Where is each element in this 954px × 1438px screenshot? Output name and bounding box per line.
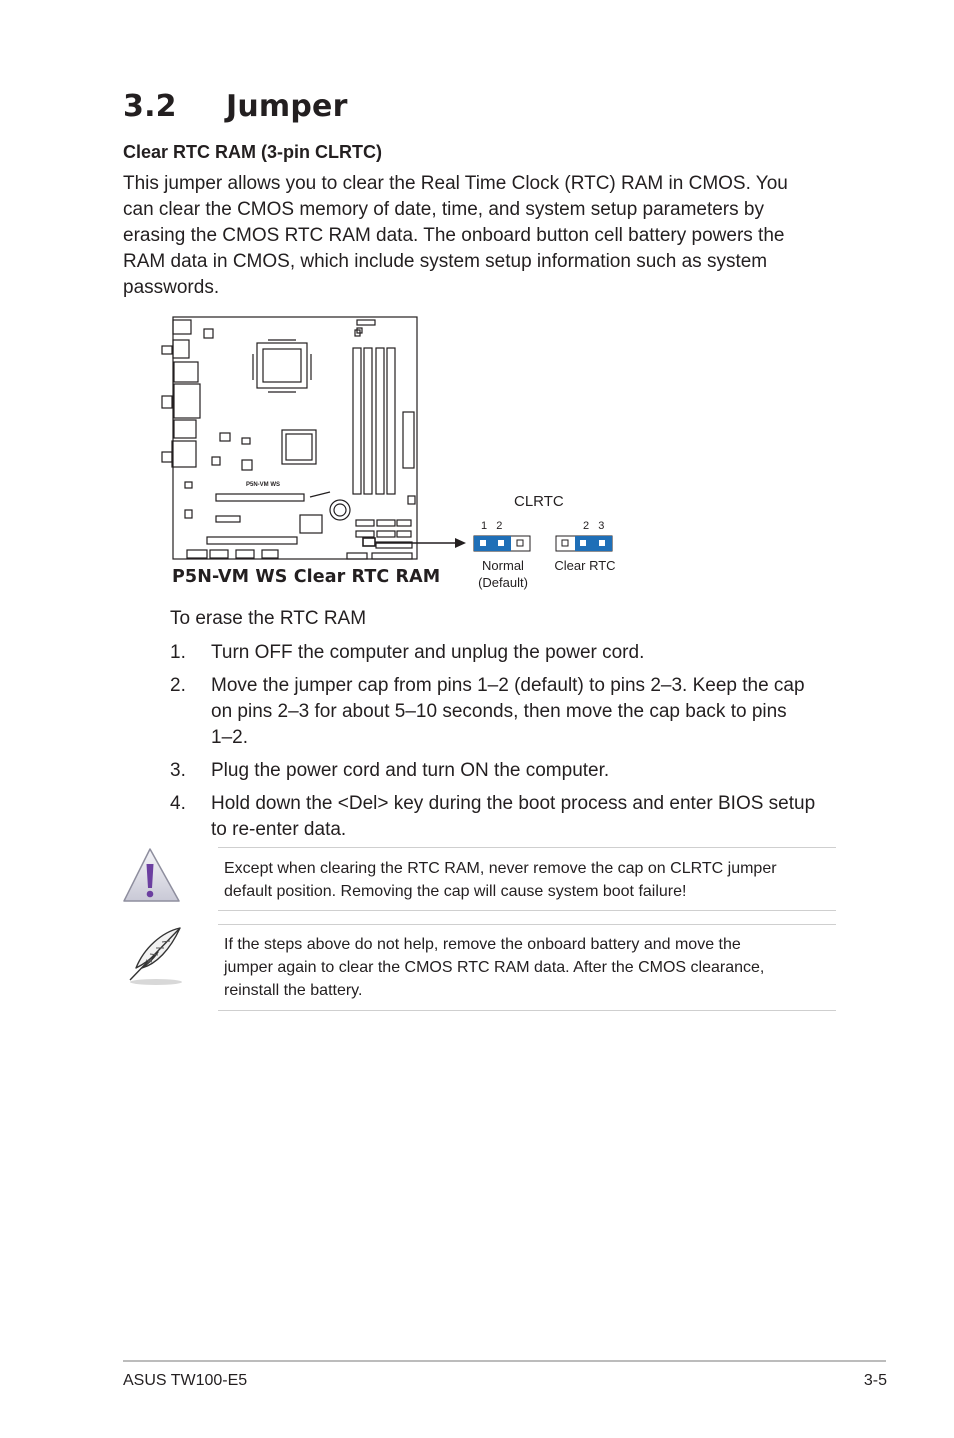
bottom-header [347,553,367,559]
step-text: 1–2. [211,727,248,748]
step-text: Plug the power cord and turn ON the computer. [211,760,610,781]
atx-power-connector [403,412,414,468]
clear-pin-numbers: 2 3 [583,520,605,532]
step-number: 2. [170,675,186,696]
cpu-socket-inner [263,349,301,382]
tip-line: If the steps above do not help, remove the onboard battery and move the [224,936,741,953]
warning-line: default position. Removing the cap will cause system boot failure! [224,883,687,900]
board-caption: P5N-VM WS Clear RTC RAM [172,567,441,587]
warning-text [224,857,777,903]
section-heading [123,84,348,130]
board-model-label: P5N-VM WS [246,482,281,488]
procedure-intro: To erase the RTC RAM [170,608,367,629]
rear-io-port [162,346,172,354]
silkscreen-line [310,492,330,497]
tip-line: reinstall the battery. [224,982,363,999]
bottom-header [236,550,254,558]
rear-io-port [174,420,196,438]
step-number: 3. [170,760,186,781]
jumper-clear [556,536,612,551]
small-chip [212,457,220,465]
rear-io-port [172,441,196,467]
clrtc-board-location [363,538,375,546]
fan-header [357,320,375,325]
bottom-header [262,550,278,558]
clrtc-figure [150,310,630,595]
jumper-heading: Clear RTC RAM (3-pin CLRTC) [123,142,382,162]
footer-page-number: 3-5 [863,1372,887,1389]
small-chip [408,496,415,504]
description-line: erasing the CMOS RTC RAM data. The onboard button cell battery powers the [123,225,785,246]
sata-port [397,531,411,537]
step-text: Hold down the <Del> key during the boot process and enter BIOS setup [211,793,816,814]
dimm-slot [353,348,361,494]
small-chip [242,438,250,444]
dimm-slot [376,348,384,494]
warning-line: Except when clearing the RTC RAM, never remove the cap on CLRTC jumper [224,860,777,877]
cpu-socket [257,343,307,388]
sata-port [397,520,411,526]
dimm-slot [387,348,395,494]
rear-io-port [174,384,200,418]
jumper-cap [474,536,511,551]
description-line: RAM data in CMOS, which include system setup information such as system [123,251,768,272]
description-line: This jumper allows you to clear the Real Time Clock (RTC) RAM in CMOS. You [123,173,788,194]
sata-port [377,520,395,526]
cmos-battery-inner [334,504,346,516]
normal-label-text: Normal [482,558,524,573]
quill-pen-icon [122,924,186,988]
rear-io-port [174,362,198,382]
sata-port [377,531,395,537]
rear-io-port [173,340,189,358]
small-chip [185,482,192,488]
bottom-header [210,550,228,558]
section-title: Jumper [226,89,348,124]
warning-triangle-icon [122,846,182,904]
pci-slot [216,516,240,522]
footer-product-name: ASUS TW100-E5 [123,1372,248,1389]
normal-pin-numbers: 1 2 [481,520,503,532]
description-line: passwords. [123,277,220,298]
rear-io-port [162,452,172,462]
cpu-power-connector [204,329,213,338]
clear-label: Clear RTC [554,558,616,573]
step-text: Move the jumper cap from pins 1–2 (default) to pins 2–3. Keep the cap [211,675,805,696]
small-chip [242,460,252,470]
pcie-slot [216,494,304,501]
callout-arrow-head [455,538,466,548]
sata-port [356,531,374,537]
rear-io-port [173,320,191,334]
super-io-chip [300,515,322,533]
dimm-slot [364,348,372,494]
chipset-inner [286,434,312,460]
normal-sublabel-text: (Default) [478,575,528,590]
motherboard-diagram [150,310,630,595]
bottom-header [187,550,207,558]
chipset [282,430,316,464]
small-chip [185,510,192,518]
tip-line: jumper again to clear the CMOS RTC RAM data. After the CMOS clearance, [224,959,765,976]
description-line: can clear the CMOS memory of date, time, and system setup parameters by [123,199,764,220]
cpu-lever [253,340,311,392]
jumper-name: CLRTC [514,493,564,510]
cmos-battery [330,500,350,520]
rear-io-port [162,396,172,408]
sata-port [356,520,374,526]
section-number: 3.2 [123,89,177,124]
tip-text [224,933,764,1002]
step-text: Turn OFF the computer and unplug the power cord. [211,642,645,663]
step-number: 4. [170,793,186,814]
warning-note [218,847,836,911]
bottom-header [372,553,412,559]
tip-note [218,924,836,1011]
pci-slot [207,537,297,544]
step-number: 1. [170,642,186,663]
footer-divider [123,1360,886,1362]
board-outline [173,317,417,559]
jumper-normal [474,536,530,551]
step-text: on pins 2–3 for about 5–10 seconds, then move the cap back to pins [211,701,787,722]
jumper-description [123,171,835,301]
normal-label [472,557,534,591]
step-text: to re-enter data. [211,819,347,840]
small-chip [220,433,230,441]
